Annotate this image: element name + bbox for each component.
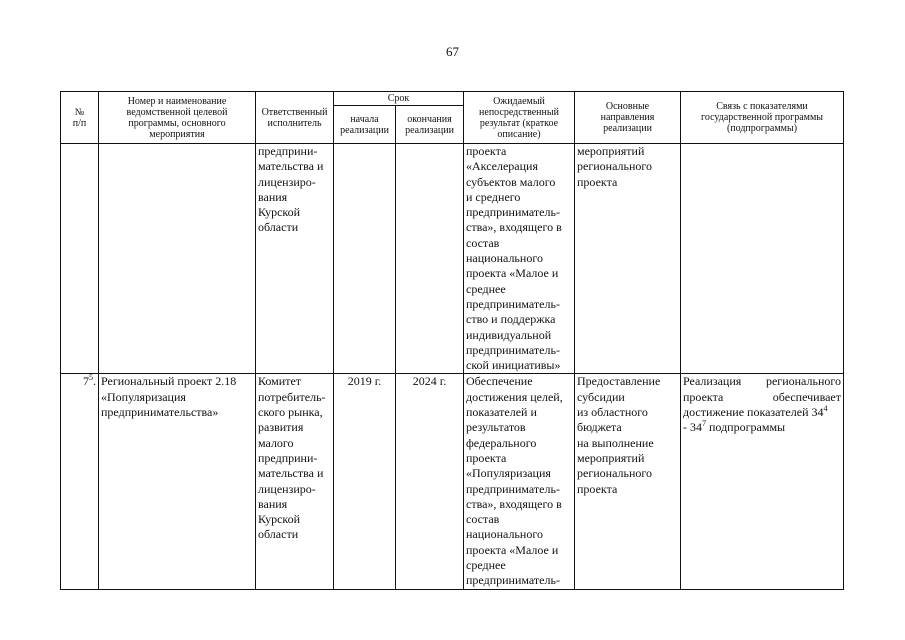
header-term: Срок bbox=[334, 92, 464, 106]
cell-link: Реализация регионального проекта обеспечивает достижение показателей $34^4$ - $34^7$ подпрограммы bbox=[681, 374, 844, 589]
header-start: начала реализации bbox=[334, 106, 396, 144]
header-result: Ожидаемый непосредственный результат (краткое описание) bbox=[464, 92, 575, 144]
header-directions: Основные направления реализации bbox=[575, 92, 681, 144]
cell-executor: предприни- мательства и лицензиро- вания Курской области bbox=[256, 144, 334, 374]
cell-start: 2019 г. bbox=[334, 374, 396, 589]
cell-result: Обеспечение достижения целей, показателей и результатов федерального проекта «Популяризация предприниматель- ства», входящего в состав национального проекта «Малое и среднее предприниматель- bbox=[464, 374, 575, 589]
page-number: 67 bbox=[446, 44, 459, 59]
cell-name bbox=[99, 144, 256, 374]
program-table bbox=[60, 91, 844, 590]
header-num: № п/п bbox=[61, 92, 99, 144]
header-name: Номер и наименование ведомственной целевой программы, основного мероприятия bbox=[99, 92, 256, 144]
cell-num bbox=[61, 144, 99, 374]
cell-name: Региональный проект 2.18 «Популяризация предпринимательства» bbox=[99, 374, 256, 589]
cell-directions: Предоставление субсидии из областного бюджета на выполнение мероприятий регионального проекта bbox=[575, 374, 681, 589]
cell-end: 2024 г. bbox=[396, 374, 464, 589]
cell-num: $7^5$. bbox=[61, 374, 99, 589]
cell-executor: Комитет потребитель- ского рынка, развития малого предприни- мательства и лицензиро- вания Курской области bbox=[256, 374, 334, 589]
cell-end bbox=[396, 144, 464, 374]
cell-link bbox=[681, 144, 844, 374]
header-end: окончания реализации bbox=[396, 106, 464, 144]
table-row bbox=[61, 374, 844, 589]
table-row bbox=[61, 144, 844, 374]
cell-start bbox=[334, 144, 396, 374]
cell-result: проекта «Акселерация субъектов малого и среднего предприниматель- ства», входящего в состав национального проекта «Малое и среднее предприниматель- ство и поддержка индивидуальной предприниматель- ской инициативы» bbox=[464, 144, 575, 374]
header-link: Связь с показателями государственной программы (подпрограммы) bbox=[681, 92, 844, 144]
cell-directions: мероприятий регионального проекта bbox=[575, 144, 681, 374]
header-executor: Ответственный исполнитель bbox=[256, 92, 334, 144]
